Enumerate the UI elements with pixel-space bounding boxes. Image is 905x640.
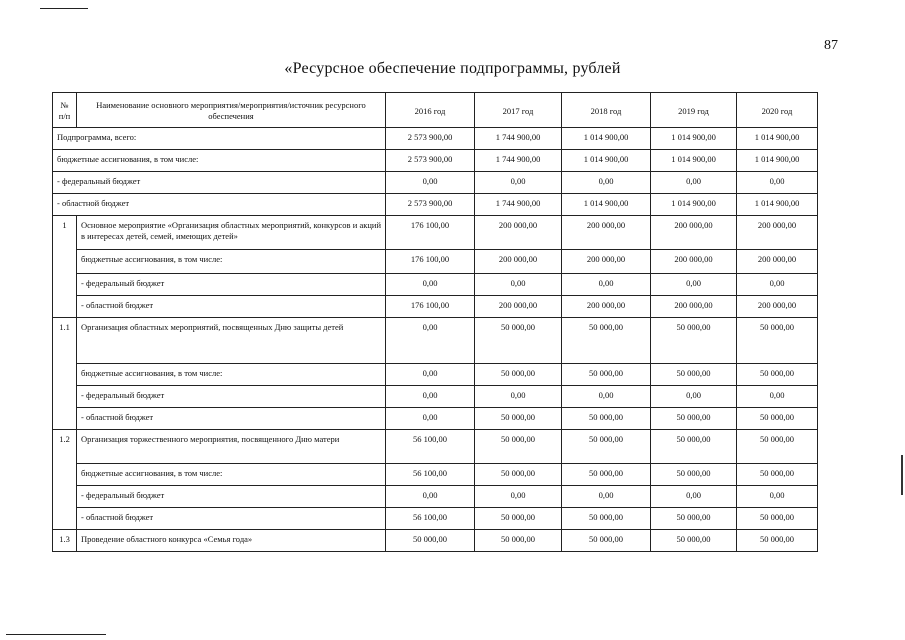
row-number: 1.3	[53, 530, 77, 552]
cell-value: 50 000,00	[737, 364, 818, 386]
cell-value: 176 100,00	[386, 250, 475, 274]
row-label: - областной бюджет	[77, 408, 386, 430]
row-label: бюджетные ассигнования, в том числе:	[77, 250, 386, 274]
cell-value: 1 014 900,00	[562, 150, 651, 172]
cell-value: 0,00	[386, 274, 475, 296]
resource-table	[52, 92, 818, 552]
table-row	[53, 364, 818, 386]
cell-value: 0,00	[386, 386, 475, 408]
cell-value: 1 014 900,00	[562, 128, 651, 150]
row-label: - областной бюджет	[77, 296, 386, 318]
table-row	[53, 296, 818, 318]
table-row	[53, 318, 818, 364]
cell-value: 0,00	[737, 274, 818, 296]
cell-value: 50 000,00	[651, 408, 737, 430]
scan-artifact-line	[40, 8, 88, 9]
cell-value: 50 000,00	[562, 364, 651, 386]
row-label: бюджетные ассигнования, в том числе:	[77, 464, 386, 486]
cell-value: 50 000,00	[562, 318, 651, 364]
cell-value: 1 014 900,00	[651, 150, 737, 172]
cell-value: 200 000,00	[737, 296, 818, 318]
cell-value: 0,00	[737, 486, 818, 508]
cell-value: 1 014 900,00	[737, 150, 818, 172]
cell-value: 50 000,00	[475, 508, 562, 530]
cell-value: 50 000,00	[475, 364, 562, 386]
cell-value: 176 100,00	[386, 296, 475, 318]
cell-value: 1 014 900,00	[651, 128, 737, 150]
cell-value: 200 000,00	[562, 216, 651, 250]
cell-value: 1 744 900,00	[475, 150, 562, 172]
row-label: Организация областных мероприятий, посвященных Дню защиты детей	[77, 318, 386, 364]
row-label: - федеральный бюджет	[77, 386, 386, 408]
cell-value: 50 000,00	[562, 530, 651, 552]
document-title: «Ресурсное обеспечение подпрограммы, рублей	[284, 60, 621, 77]
header-name: Наименование основного мероприятия/мероприятия/источник ресурсного обеспечения	[77, 93, 386, 128]
row-label: - областной бюджет	[53, 194, 386, 216]
row-label: бюджетные ассигнования, в том числе:	[53, 150, 386, 172]
cell-value: 50 000,00	[651, 364, 737, 386]
row-label: Подпрограмма, всего:	[53, 128, 386, 150]
cell-value: 0,00	[651, 386, 737, 408]
cell-value: 50 000,00	[562, 408, 651, 430]
cell-value: 0,00	[562, 274, 651, 296]
cell-value: 56 100,00	[386, 508, 475, 530]
table-row	[53, 430, 818, 464]
header-year: 2020 год	[737, 93, 818, 128]
header-year: 2018 год	[562, 93, 651, 128]
cell-value: 1 014 900,00	[737, 128, 818, 150]
page-number: 87	[824, 38, 838, 53]
cell-value: 50 000,00	[737, 318, 818, 364]
cell-value: 1 014 900,00	[737, 194, 818, 216]
table-row	[53, 464, 818, 486]
cell-value: 56 100,00	[386, 430, 475, 464]
scan-artifact-line	[6, 634, 106, 635]
table-row	[53, 216, 818, 250]
cell-value: 200 000,00	[737, 250, 818, 274]
cell-value: 50 000,00	[651, 430, 737, 464]
cell-value: 50 000,00	[562, 464, 651, 486]
cell-value: 50 000,00	[562, 508, 651, 530]
cell-value: 0,00	[475, 274, 562, 296]
cell-value: 0,00	[475, 386, 562, 408]
cell-value: 176 100,00	[386, 216, 475, 250]
cell-value: 50 000,00	[737, 508, 818, 530]
cell-value: 200 000,00	[562, 250, 651, 274]
table-row	[53, 508, 818, 530]
cell-value: 50 000,00	[737, 464, 818, 486]
table-row	[53, 530, 818, 552]
cell-value: 200 000,00	[475, 250, 562, 274]
cell-value: 200 000,00	[737, 216, 818, 250]
row-label: Основное мероприятие «Организация областных мероприятий, конкурсов и акций в интересах детей, семей, имеющих детей»	[77, 216, 386, 250]
cell-value: 50 000,00	[475, 318, 562, 364]
row-label: - федеральный бюджет	[53, 172, 386, 194]
cell-value: 50 000,00	[651, 508, 737, 530]
header-num: № п/п	[53, 93, 77, 128]
cell-value: 200 000,00	[651, 296, 737, 318]
row-label: - областной бюджет	[77, 508, 386, 530]
cell-value: 0,00	[386, 408, 475, 430]
cell-value: 0,00	[386, 172, 475, 194]
header-year: 2016 год	[386, 93, 475, 128]
cell-value: 50 000,00	[737, 430, 818, 464]
cell-value: 0,00	[737, 386, 818, 408]
cell-value: 1 744 900,00	[475, 128, 562, 150]
cell-value: 0,00	[475, 172, 562, 194]
table-row	[53, 386, 818, 408]
cell-value: 0,00	[562, 386, 651, 408]
cell-value: 50 000,00	[737, 530, 818, 552]
cell-value: 50 000,00	[475, 464, 562, 486]
cell-value: 200 000,00	[651, 250, 737, 274]
row-label: бюджетные ассигнования, в том числе:	[77, 364, 386, 386]
table-row	[53, 486, 818, 508]
cell-value: 0,00	[475, 486, 562, 508]
cell-value: 200 000,00	[475, 296, 562, 318]
table-row	[53, 194, 818, 216]
cell-value: 50 000,00	[475, 430, 562, 464]
cell-value: 200 000,00	[562, 296, 651, 318]
scan-edge-mark	[901, 455, 903, 495]
cell-value: 50 000,00	[737, 408, 818, 430]
cell-value: 0,00	[737, 172, 818, 194]
cell-value: 50 000,00	[651, 464, 737, 486]
table-row	[53, 250, 818, 274]
cell-value: 200 000,00	[475, 216, 562, 250]
table-header-row	[53, 93, 818, 128]
cell-value: 56 100,00	[386, 464, 475, 486]
row-label: Организация торжественного мероприятия, посвященного Дню матери	[77, 430, 386, 464]
cell-value: 50 000,00	[475, 530, 562, 552]
header-year: 2019 год	[651, 93, 737, 128]
table-row	[53, 172, 818, 194]
cell-value: 50 000,00	[475, 408, 562, 430]
table-row	[53, 408, 818, 430]
cell-value: 0,00	[562, 486, 651, 508]
cell-value: 1 014 900,00	[562, 194, 651, 216]
cell-value: 2 573 900,00	[386, 150, 475, 172]
header-year: 2017 год	[475, 93, 562, 128]
row-number: 1.2	[53, 430, 77, 530]
row-label: - федеральный бюджет	[77, 274, 386, 296]
cell-value: 0,00	[386, 364, 475, 386]
table-row	[53, 150, 818, 172]
table-row	[53, 128, 818, 150]
cell-value: 50 000,00	[651, 530, 737, 552]
cell-value: 1 744 900,00	[475, 194, 562, 216]
cell-value: 50 000,00	[651, 318, 737, 364]
cell-value: 0,00	[562, 172, 651, 194]
row-number: 1.1	[53, 318, 77, 430]
cell-value: 200 000,00	[651, 216, 737, 250]
cell-value: 0,00	[386, 318, 475, 364]
cell-value: 0,00	[651, 486, 737, 508]
cell-value: 50 000,00	[386, 530, 475, 552]
cell-value: 0,00	[386, 486, 475, 508]
row-number: 1	[53, 216, 77, 318]
table-row	[53, 274, 818, 296]
cell-value: 50 000,00	[562, 430, 651, 464]
cell-value: 0,00	[651, 274, 737, 296]
cell-value: 0,00	[651, 172, 737, 194]
row-label: Проведение областного конкурса «Семья года»	[77, 530, 386, 552]
row-label: - федеральный бюджет	[77, 486, 386, 508]
cell-value: 2 573 900,00	[386, 194, 475, 216]
cell-value: 1 014 900,00	[651, 194, 737, 216]
cell-value: 2 573 900,00	[386, 128, 475, 150]
